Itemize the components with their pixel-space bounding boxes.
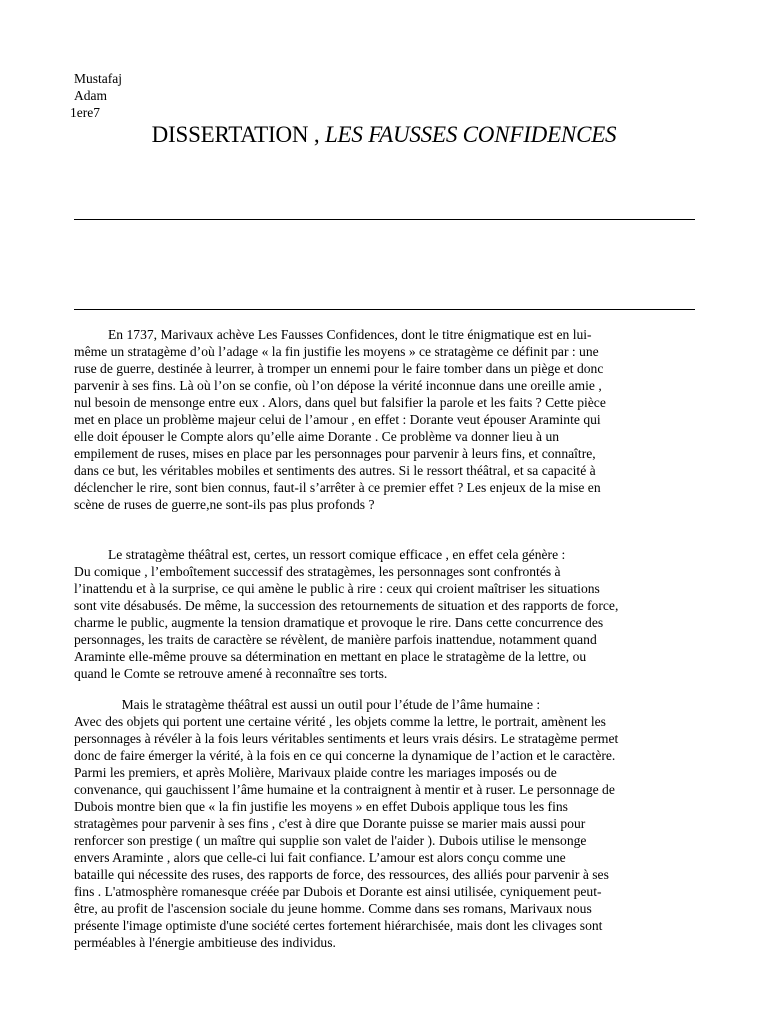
paragraph-line: Araminte elle-même prouve sa détermination en mettant en place le stratagème de la lettre, ou [74,649,587,664]
paragraph-line: dans ce but, les véritables mobiles et sentiments des autres. Si le ressort théâtral, et sa capacité à [74,463,596,478]
paragraph-line: donc de faire émerger la vérité, à la fois en ce qui concerne la dynamique de l’action et le caractère. [74,748,616,763]
paragraph-line: être, au profit de l'ascension sociale du jeune homme. Comme dans ses romans, Marivaux nous [74,901,592,916]
paragraph-line: l’inattendu et à la surprise, ce qui amène le public à rire : ceux qui croient maîtriser les situations [74,581,600,596]
paragraph-line: déclencher le rire, sont bien connus, faut-il s’arrêter à ce premier effet ? Les enjeux de la mise en [74,480,601,495]
paragraph-line: En 1737, Marivaux achève Les Fausses Confidences, dont le titre énigmatique est en lui- [74,327,592,342]
author-firstname: Adam [74,88,107,103]
paragraph-line: met en place un problème majeur celui de l’amour , en effet : Dorante veut épouser Araminte qui [74,412,601,427]
paragraph-line: bataille qui nécessite des ruses, des rapports de force, des ressources, des alliés pour parvenir à ses [74,867,609,882]
paragraph-line: renforcer son prestige ( un maître qui supplie son valet de l'aider ). Dubois utilise le mensonge [74,833,587,848]
paragraph-line: parvenir à ses fins. Là où l’on se confie, où l’on dépose la vérité inconnue dans une oreille amie , [74,378,602,393]
introduction-paragraph [74,326,695,513]
paragraph-line: Du comique , l’emboîtement successif des stratagèmes, les personnages sont confrontés à [74,564,561,579]
paragraph-line: personnages, les traits de caractère se révèlent, de manière parfois inattendue, notamment quand [74,632,597,647]
paragraph-line: nul besoin de mensonge entre eux . Alors, dans quel but falsifier la parole et les faits ? Cette pièce [74,395,606,410]
page-title [0,120,768,150]
paragraph-line: Avec des objets qui portent une certaine vérité , les objets comme la lettre, le portrait, amènent les [74,714,606,729]
paragraph-line: stratagèmes pour parvenir à ses fins , c'est à dire que Dorante puisse se marier mais aussi pour [74,816,586,831]
author-class: 1ere7 [70,105,100,120]
paragraph-line: ruse de guerre, destinée à leurrer, à tromper un ennemi pour le faire tomber dans un piège et donc [74,361,604,376]
top-divider [74,219,695,220]
paragraph-line: quand le Comte se retrouve amené à reconnaître ses torts. [74,666,388,681]
paragraph-line: elle doit épouser le Compte alors qu’elle aime Dorante . Ce problème va donner lieu à un [74,429,560,444]
paragraph-line: même un stratagème d’où l’adage « la fin justifie les moyens » ce stratagème ce définit par : une [74,344,599,359]
author-surname: Mustafaj [74,71,122,86]
paragraph-line: Mais le stratagème théâtral est aussi un outil pour l’étude de l’âme humaine : [74,697,541,712]
paragraph-line: sont vite désabusés. De même, la succession des retournements de situation et des rapports de force, [74,598,619,613]
paragraph-line: fins . L'atmosphère romanesque créée par Dubois et Dorante est ainsi utilisée, cyniquement peut- [74,884,602,899]
paragraph-line: Parmi les premiers, et après Molière, Marivaux plaide contre les mariages imposés ou de [74,765,557,780]
paragraph-human-soul [74,696,695,951]
paragraph-line: empilement de ruses, mises en place par les personnages pour parvenir à leurs fins, et connaître, [74,446,596,461]
paragraph-line: présente l'image optimiste d'une société certes fortement hiérarchisée, mais dont les clivages sont [74,918,603,933]
paragraph-line: Le stratagème théâtral est, certes, un ressort comique efficace , en effet cela génère : [74,547,566,562]
bottom-divider [74,309,695,310]
title-italic: LES FAUSSES CONFIDENCES [324,122,617,147]
paragraph-line: charme le public, augmente la tension dramatique et provoque le rire. Dans cette concurrence des [74,615,604,630]
paragraph-line: perméables à l'énergie ambitieuse des individus. [74,935,336,950]
paragraph-comic-effect [74,546,695,682]
title-prefix: DISSERTATION , [151,122,325,147]
paragraph-line: Dubois montre bien que « la fin justifie les moyens » en effet Dubois applique tous les fins [74,799,568,814]
paragraph-line: personnages à révéler à la fois leurs véritables sentiments et leurs vrais désirs. Le stratagème permet [74,731,619,746]
paragraph-line: scène de ruses de guerre,ne sont-ils pas plus profonds ? [74,497,375,512]
paragraph-line: convenance, qui gauchissent l’âme humaine et la contraignent à mentir et à ruser. Le personnage de [74,782,615,797]
paragraph-line: envers Araminte , alors que celle-ci lui fait confiance. L’amour est alors conçu comme une [74,850,566,865]
